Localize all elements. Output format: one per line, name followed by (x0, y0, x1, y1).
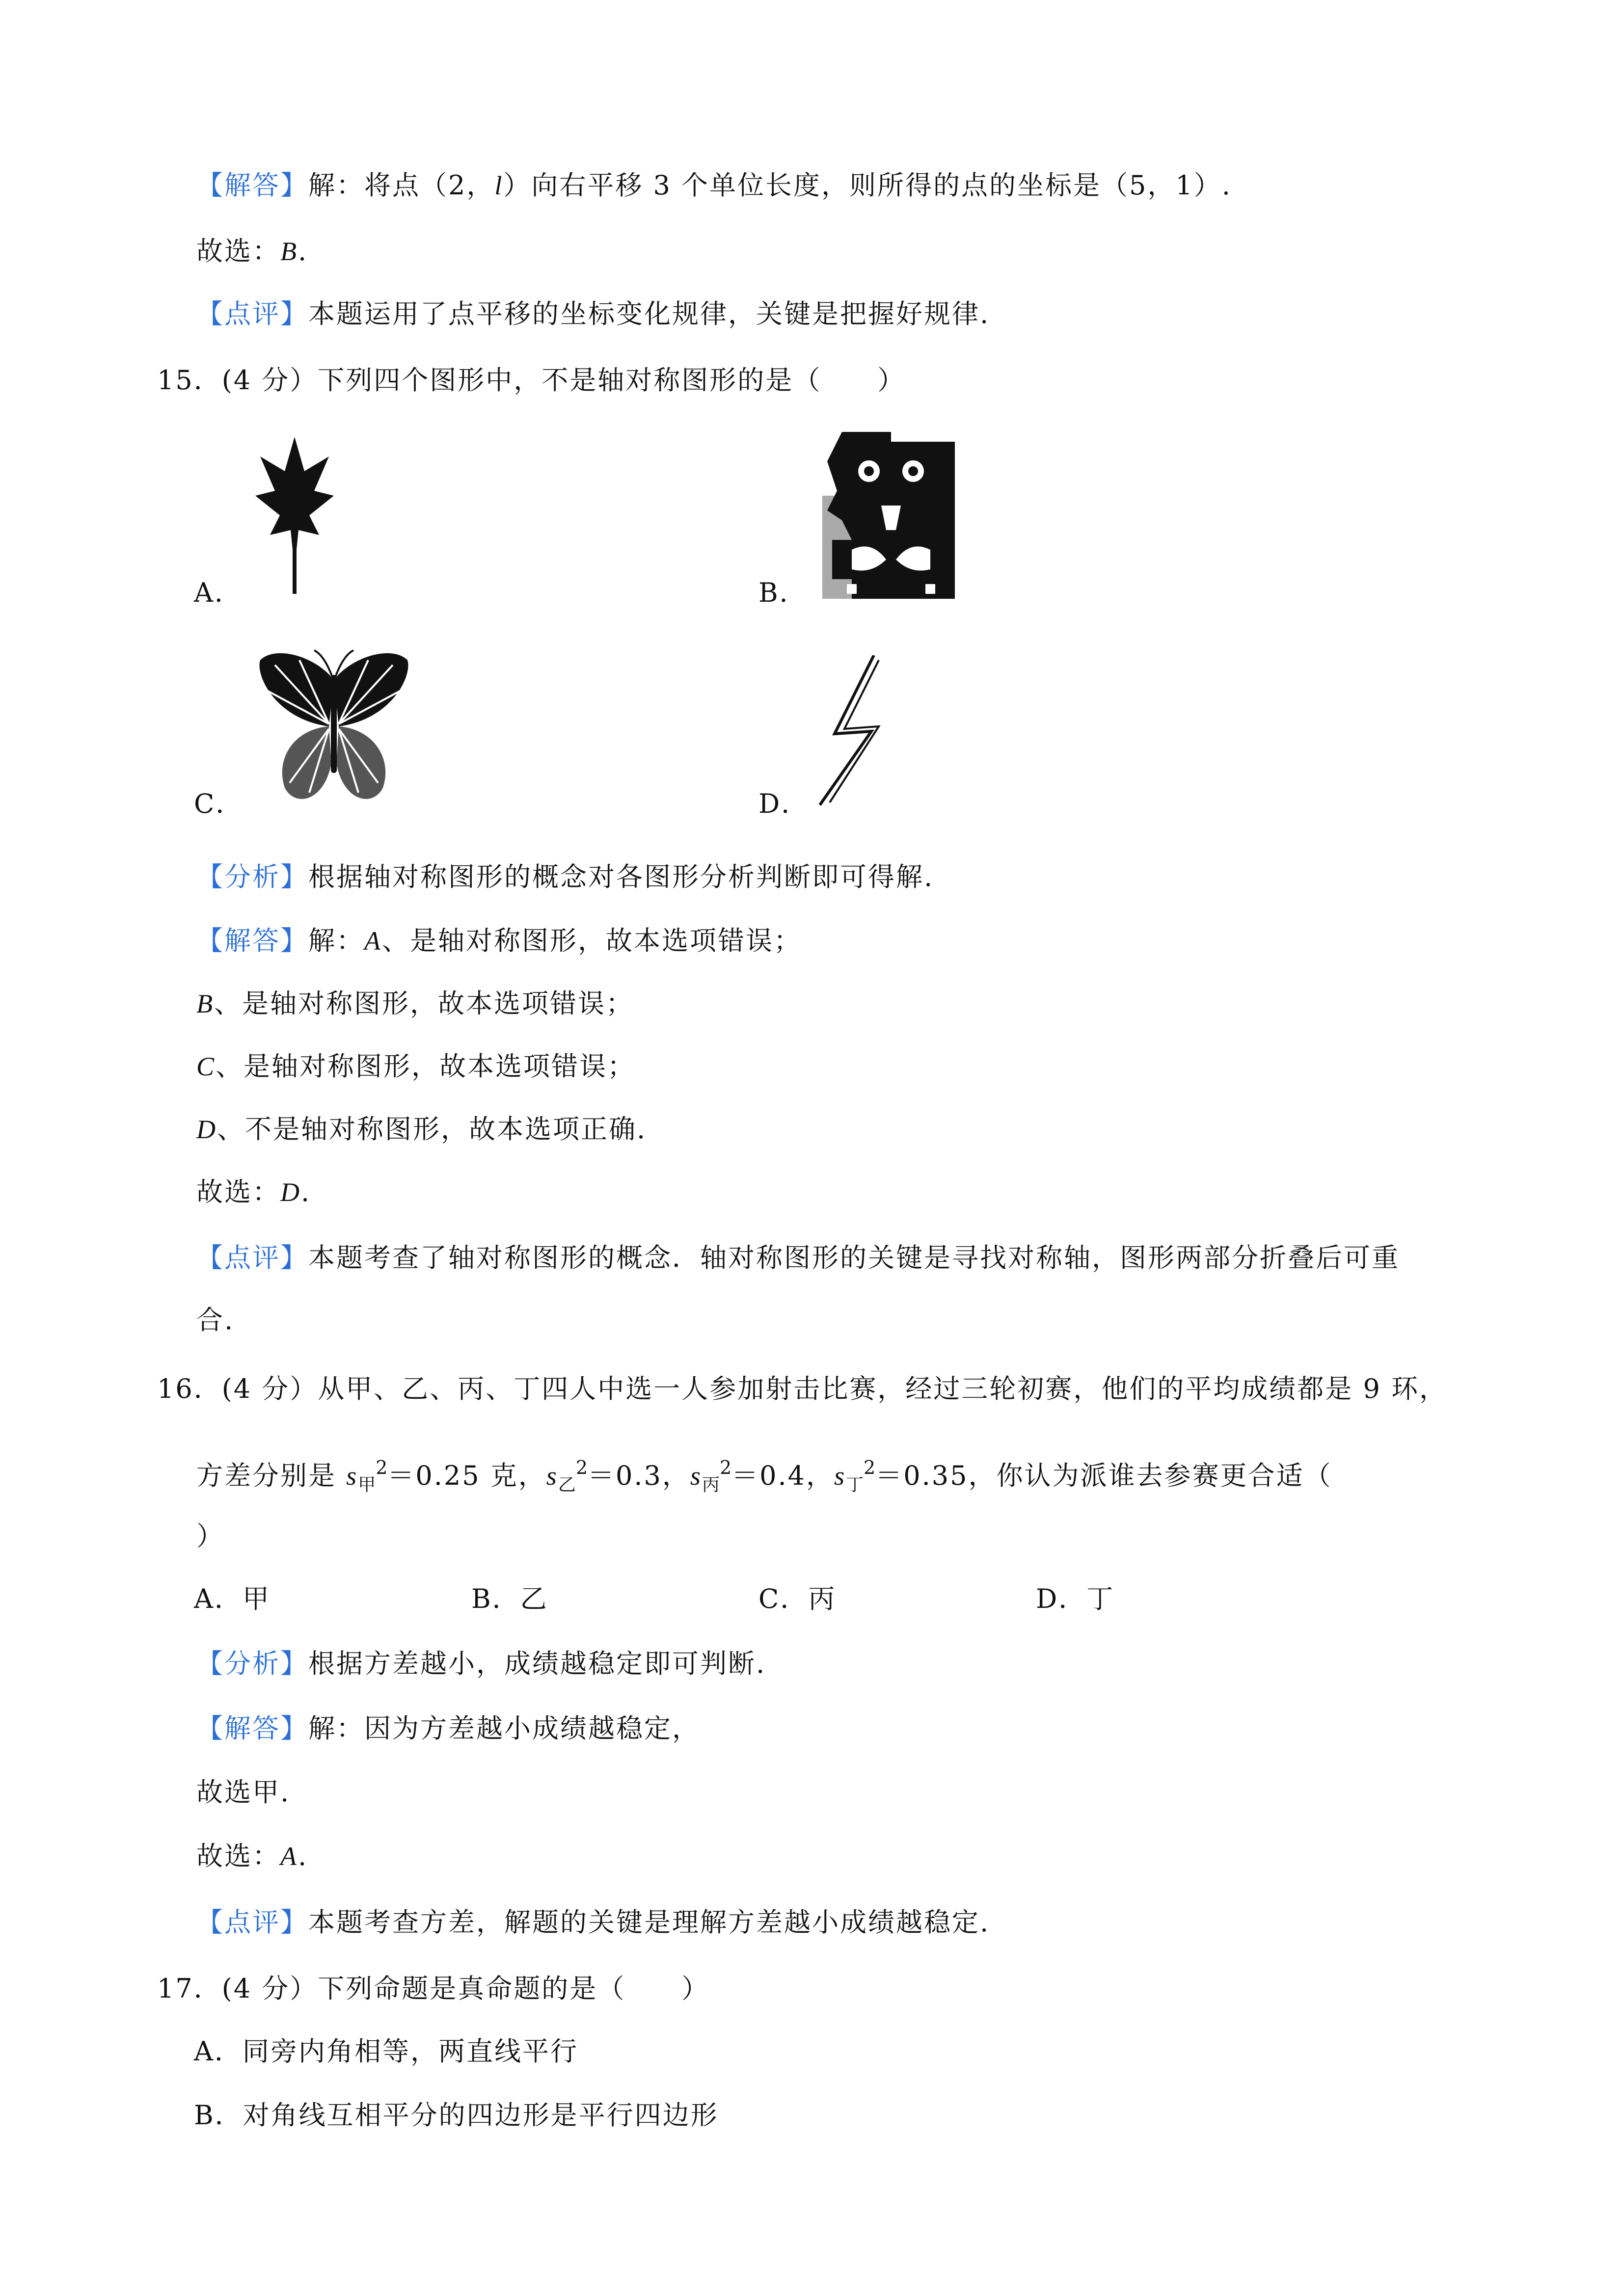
q17-option-b: B．对角线互相平分的四边形是平行四边形 (194, 2100, 719, 2131)
maple-leaf-icon (255, 437, 334, 594)
q15-option-d-label: D． (758, 788, 810, 819)
answer-tag: 【解答】 (196, 925, 308, 956)
q17-stem: 17．(4 分）下列命题是真命题的是（ ） (157, 1973, 710, 2004)
q16-option-c: C．丙 (758, 1583, 837, 1614)
q15-stem: 15．(4 分）下列四个图形中，不是轴对称图形的是（ ） (157, 365, 906, 396)
q15-answer-d: D、不是轴对称图形，故本选项正确. (196, 1114, 647, 1145)
q16-stem-line1: 16．(4 分）从甲、乙、丙、丁四人中选一人参加射击比赛，经过三轮初赛，他们的平均成绩都是 9 环， (157, 1373, 1447, 1404)
comment-tag: 【点评】 (196, 1907, 308, 1938)
q14-answer-line: 【解答】解：将点（2，l）向右平移 3 个单位长度，则所得的点的坐标是（5，1）. (196, 170, 1232, 201)
q15-option-a-label: A． (194, 577, 243, 608)
q16-choice-line: 故选：A. (196, 1841, 308, 1871)
q15-comment-line2: 合. (196, 1305, 235, 1335)
analysis-tag: 【分析】 (196, 1648, 308, 1679)
q15-analysis-line: 【分析】根据轴对称图形的概念对各图形分析判断即可得解. (196, 861, 934, 892)
q14-choice-line: 故选：B. (196, 236, 308, 267)
analysis-tag: 【分析】 (196, 861, 308, 892)
q15-answer-line: 【解答】解：A、是轴对称图形，故本选项错误； (196, 925, 802, 956)
q16-option-b: B．乙 (471, 1583, 548, 1614)
q16-stem-line2: 方差分别是 $s_甲^2=0.25$ 克，$s_乙^2=0.3$，$s_丙^2=0.4$，$s_丁^2=0.35$，你认为派谁去参赛更合适（ (196, 1457, 1332, 1495)
q15-option-c-label: C． (194, 788, 244, 819)
papercut-birds-icon (822, 432, 960, 599)
answer-tag: 【解答】 (196, 1713, 308, 1744)
q15-comment-line: 【点评】本题考查了轴对称图形的概念．轴对称图形的关键是寻找对称轴，图形两部分折叠后可重 (196, 1242, 1400, 1273)
q16-option-a: A．甲 (194, 1583, 271, 1614)
answer-tag: 【解答】 (196, 170, 308, 201)
comment-tag: 【点评】 (196, 298, 308, 329)
q16-option-d: D．丁 (1036, 1583, 1115, 1614)
q16-analysis-line: 【分析】根据方差越小，成绩越稳定即可判断. (196, 1648, 766, 1679)
q14-comment-line: 【点评】本题运用了点平移的坐标变化规律，关键是把握好规律. (196, 298, 990, 329)
q16-comment-line: 【点评】本题考查方差，解题的关键是理解方差越小成绩越稳定. (196, 1907, 990, 1938)
q15-answer-c: C、是轴对称图形，故本选项错误； (196, 1051, 636, 1082)
comment-tag: 【点评】 (196, 1242, 308, 1273)
q16-choose-jia: 故选甲. (196, 1777, 291, 1808)
q15-choice-line: 故选：D. (196, 1176, 311, 1207)
q15-answer-b: B、是轴对称图形，故本选项错误； (196, 988, 634, 1019)
butterfly-icon (255, 645, 412, 807)
q15-option-b-label: B． (758, 577, 808, 608)
q16-stem-line3: ） (196, 1521, 224, 1551)
lightning-icon (815, 655, 893, 807)
q17-option-a: A．同旁内角相等，两直线平行 (194, 2036, 578, 2067)
q16-answer-line: 【解答】解：因为方差越小成绩越稳定， (196, 1713, 700, 1744)
